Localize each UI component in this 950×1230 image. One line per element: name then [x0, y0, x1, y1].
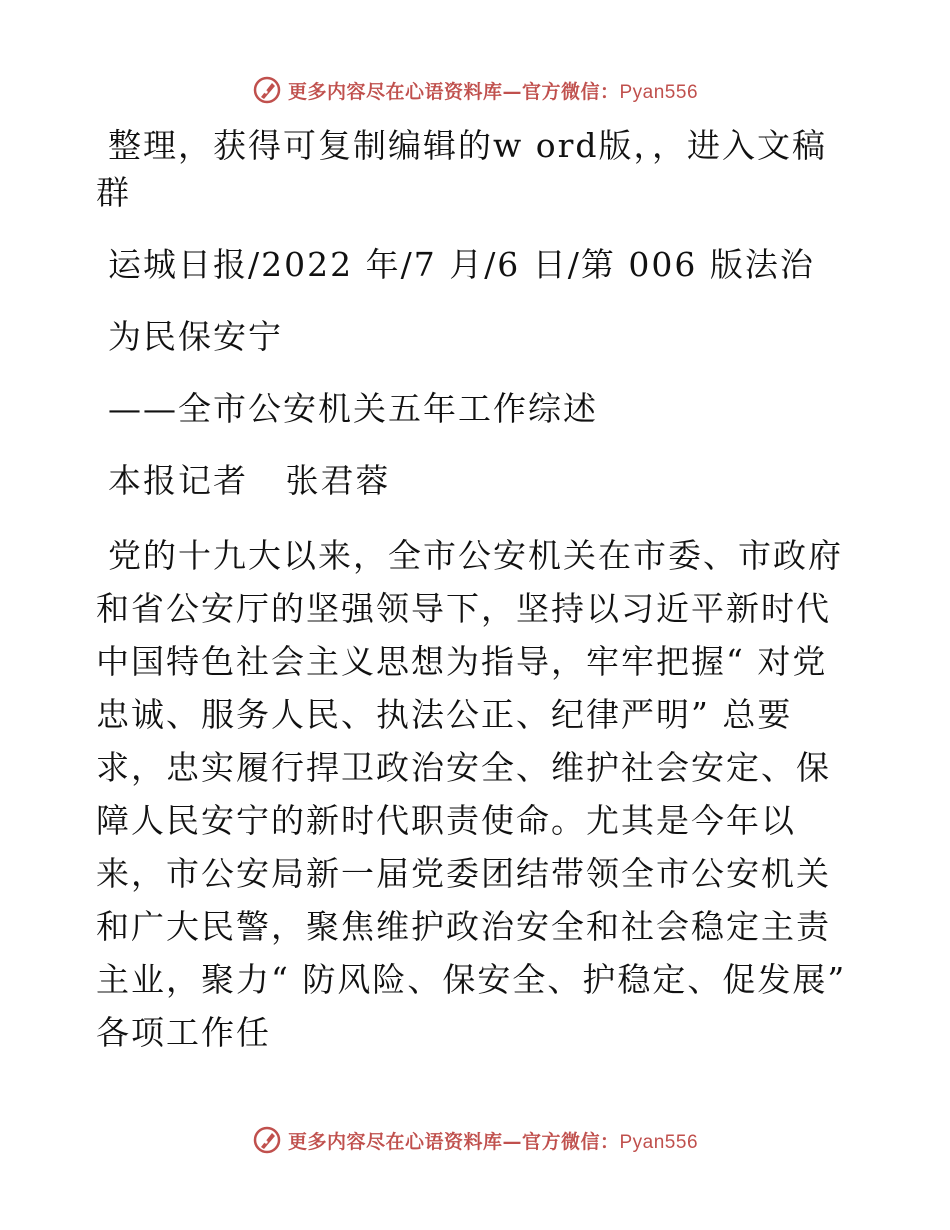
footer-banner-label: 更多内容尽在心语资料库—官方微信： — [287, 1130, 620, 1153]
header-banner-handle: Pyan556 — [619, 81, 699, 103]
article-subtitle: ——全市公安机关五年工作综述 — [108, 389, 598, 428]
article-body: 党的十九大以来，全市公安机关在市委、市政府和省公安厅的坚强领导下，坚持以习近平新时代中国特色社会主义思想为指导，牢牢把握“ 对党忠诚、服务人民、执法公正、纪律严明” 总要求，忠实履行捍卫政治安全、维护社会安定、保障人民安宁的新时代职责使命。尤其是今年以来，市公安局新一届党委团结带领全市公安机关和广大民警，聚焦维护政治安全和社会稳定主责主业，聚力“ 防风险、保安全、护稳定、促发展” 各项工作任 — [96, 536, 859, 1052]
source-line: 运城日报/2022 年/7 月/6 日/第 006 版法治 — [108, 245, 815, 284]
pen-nib-logo-icon — [252, 75, 282, 105]
footer-banner-text — [288, 1127, 698, 1154]
footer-banner-handle: Pyan556 — [619, 1131, 699, 1153]
header-banner-text — [288, 77, 698, 104]
footer-banner — [0, 1120, 950, 1160]
header-banner — [0, 70, 950, 110]
document-content — [96, 122, 859, 1059]
article-byline: 本报记者 张君蓉 — [108, 461, 391, 500]
pen-nib-logo-icon — [252, 1125, 282, 1155]
intro-paragraph: 整理，获得可复制编辑的w ord版，，进入文稿群 — [96, 126, 828, 212]
header-banner-label: 更多内容尽在心语资料库—官方微信： — [287, 80, 620, 103]
article-title: 为民保安宁 — [108, 317, 283, 356]
